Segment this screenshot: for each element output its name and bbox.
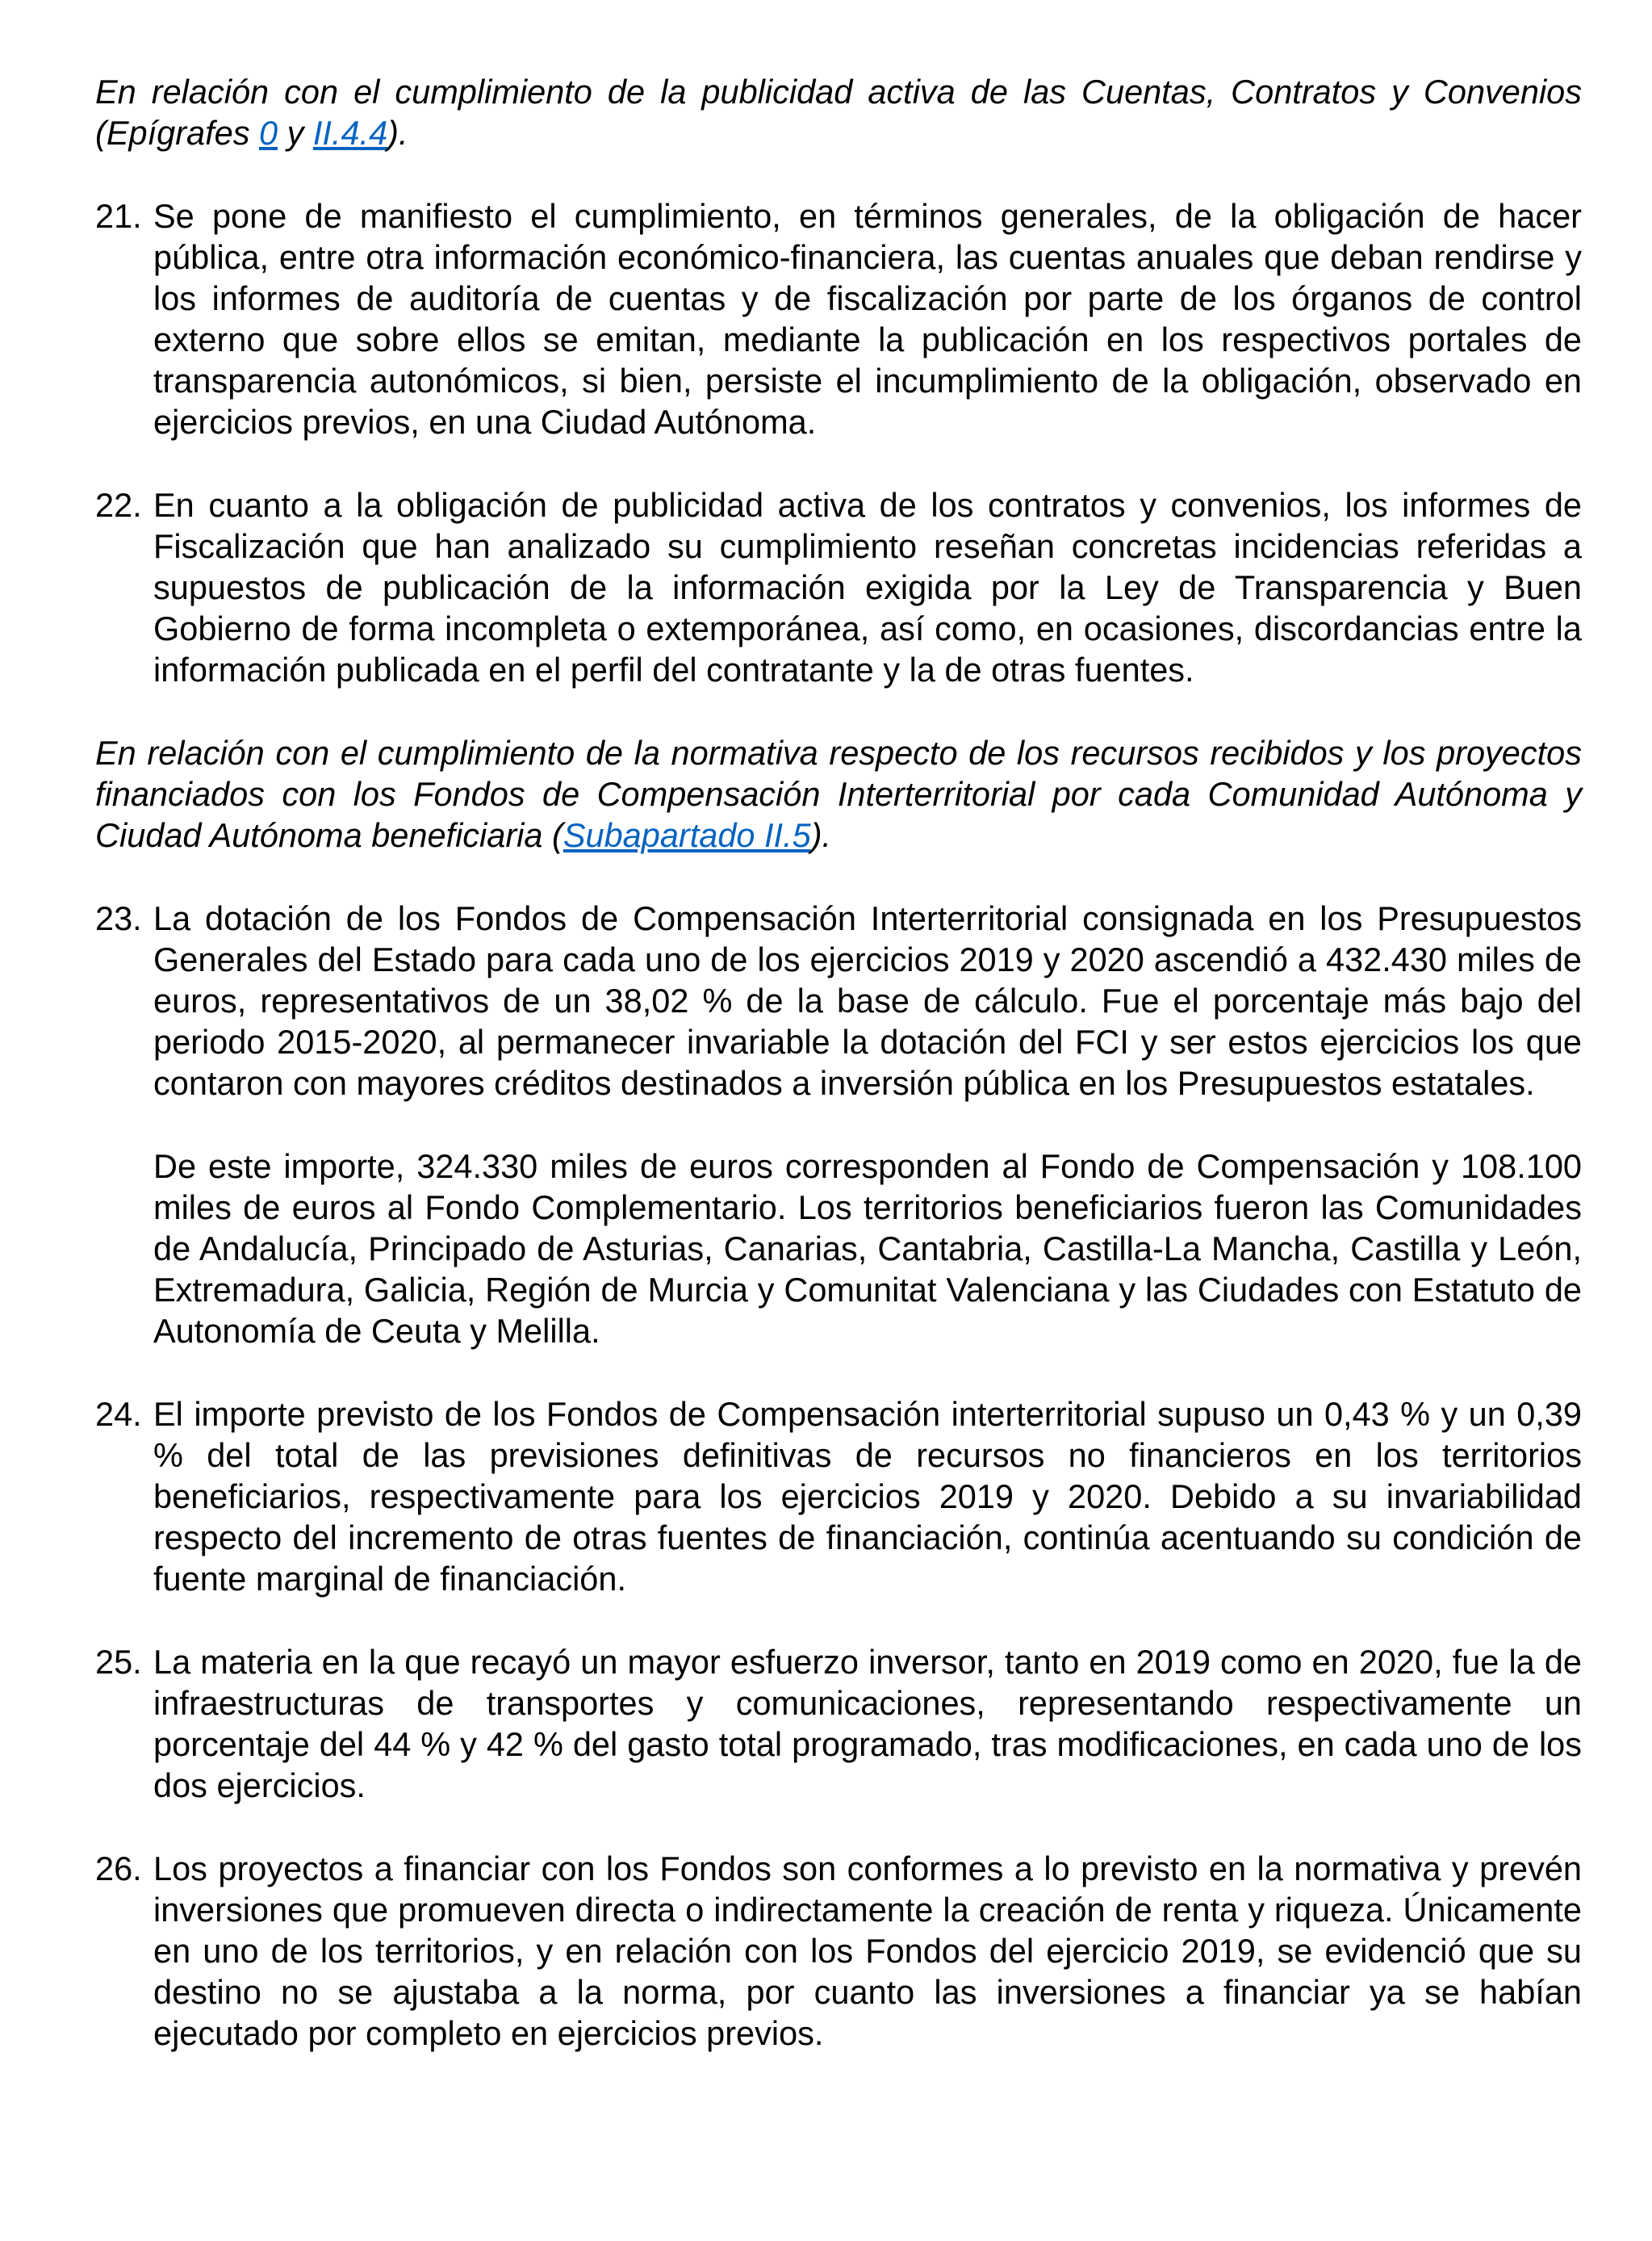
heading-text: ). [810, 816, 832, 854]
item-paragraph: De este importe, 324.330 miles de euros corresponden al Fondo de Compensación y 108.100 miles de euros al Fondo Complementario. Los territorios beneficiarios fueron las Comunidades de Andalucía, Principado de Asturias, Canarias, Cantabria, Castilla-La Mancha, Castilla y León, Extremadura, Galicia, Región de Murcia y Comunitat Valenciana y las Ciudades con Estatuto de Autonomía de Ceuta y Melilla. [153, 1147, 1582, 1350]
document-page [95, 71, 1582, 2054]
heading-text: ). [387, 114, 408, 152]
item-number: 22. [95, 486, 142, 524]
item-number: 23. [95, 899, 142, 937]
item-number: 26. [95, 1849, 142, 1887]
link-epigrafe-ii-4-4[interactable]: II.4.4 [312, 114, 388, 152]
numbered-item-22 [95, 484, 1582, 690]
numbered-item-26 [95, 1848, 1582, 2054]
numbered-item-23 [95, 898, 1582, 1351]
numbered-item-21 [95, 195, 1582, 442]
item-paragraph: El importe previsto de los Fondos de Compensación interterritorial supuso un 0,43 % y un 0,39 % del total de las previsiones definitivas de recursos no financieros en los territorios beneficiarios, respectivamente para los ejercicios 2019 y 2020. Debido a su invariabilidad respecto del incremento de otras fuentes de financiación, continúa acentuando su condición de fuente marginal de financiación. [153, 1395, 1582, 1598]
item-paragraph: La materia en la que recayó un mayor esfuerzo inversor, tanto en 2019 como en 2020, fue la de infraestructuras de transportes y comunicaciones, representando respectivamente un porcentaje del 44 % y 42 % del gasto total programado, tras modificaciones, en cada uno de los dos ejercicios. [153, 1643, 1582, 1804]
item-number: 21. [95, 197, 142, 235]
section-heading-cuentas [95, 71, 1582, 153]
numbered-item-24 [95, 1393, 1582, 1599]
link-epigrafe-0[interactable]: 0 [258, 114, 278, 152]
heading-text: En relación con el cumplimiento de la normativa respecto de los recursos recibidos y los proyectos financiados con los Fondos de Compensación Interterritorial por cada Comunidad Autónoma y Ciudad Autónoma beneficiaria ( [95, 734, 1582, 854]
item-paragraph: La dotación de los Fondos de Compensación Interterritorial consignada en los Presupuestos Generales del Estado para cada uno de los ejercicios 2019 y 2020 ascendió a 432.430 miles de euros, representativos de un 38,02 % de la base de cálculo. Fue el porcentaje más bajo del periodo 2015-2020, al permanecer invariable la dotación del FCI y ser estos ejercicios los que contaron con mayores créditos destinados a inversión pública en los Presupuestos estatales. [153, 899, 1582, 1102]
numbered-item-25 [95, 1641, 1582, 1806]
heading-text: En relación con el cumplimiento de la publicidad activa de las Cuentas, Contratos y Convenios (Epígrafes [95, 73, 1582, 152]
section-heading-fondos [95, 732, 1582, 856]
item-number: 25. [95, 1643, 142, 1681]
item-paragraph: Los proyectos a financiar con los Fondos son conformes a lo previsto en la normativa y prevén inversiones que promueven directa o indirectamente la creación de renta y riqueza. Únicamente en uno de los territorios, y en relación con los Fondos del ejercicio 2019, se evidenció que su destino no se ajustaba a la norma, por cuanto las inversiones a financiar ya se habían ejecutado por completo en ejercicios previos. [153, 1849, 1582, 2052]
heading-text: y [278, 114, 313, 152]
item-number: 24. [95, 1395, 142, 1433]
item-paragraph: Se pone de manifiesto el cumplimiento, en términos generales, de la obligación de hacer pública, entre otra información económico-financiera, las cuentas anuales que deban rendirse y los informes de auditoría de cuentas y de fiscalización por parte de los órganos de control externo que sobre ellos se emitan, mediante la publicación en los respectivos portales de transparencia autonómicos, si bien, persiste el incumplimiento de la obligación, observado en ejercicios previos, en una Ciudad Autónoma. [153, 197, 1582, 441]
link-subapartado-ii-5[interactable]: Subapartado II.5 [563, 816, 811, 854]
item-paragraph: En cuanto a la obligación de publicidad activa de los contratos y convenios, los informes de Fiscalización que han analizado su cumplimiento reseñan concretas incidencias referidas a supuestos de publicación de la información exigida por la Ley de Transparencia y Buen Gobierno de forma incompleta o extemporánea, así como, en ocasiones, discordancias entre la información publicada en el perfil del contratante y la de otras fuentes. [153, 486, 1582, 689]
